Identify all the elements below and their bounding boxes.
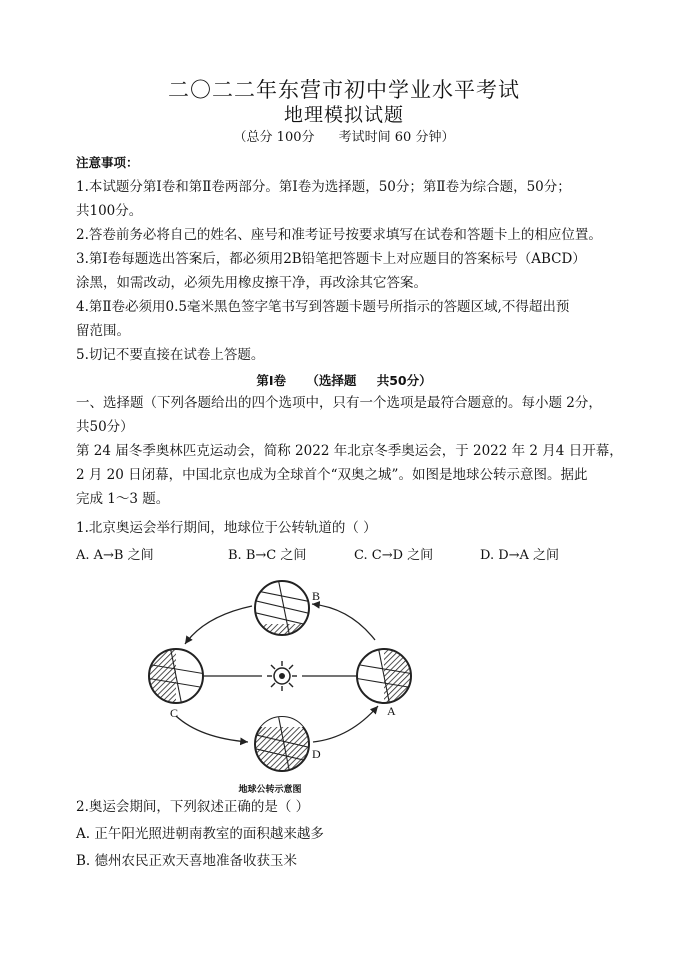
label-b: B — [312, 589, 321, 603]
note-line: 1.本试题分第Ⅰ卷和第Ⅱ卷两部分。第Ⅰ卷为选择题，50分；第Ⅱ卷为综合题，50分； — [76, 179, 571, 195]
question-1-stem: 1.北京奥运会举行期间，地球位于公转轨道的（ ） — [76, 520, 377, 536]
exam-info — [0, 130, 688, 146]
section-type: （选择题 — [306, 373, 357, 388]
earth-d-icon — [252, 714, 312, 774]
earth-revolution-diagram — [140, 578, 430, 788]
exam-subject-title: 地理模拟试题 — [283, 104, 404, 126]
q1-option-b[interactable]: B. B→C 之间 — [228, 548, 307, 563]
note-line: 留范围。 — [76, 323, 130, 339]
earth-b-icon — [252, 578, 312, 638]
note-line: 2.答卷前务必将自己的姓名、座号和准考证号按要求填写在试卷和答题卡上的相应位置。 — [76, 227, 602, 243]
earth-a-icon — [354, 646, 414, 706]
q1-option-a[interactable]: A. A→B 之间 — [76, 548, 154, 563]
note-line: 涂黑，如需改动，必须先用橡皮擦干净，再改涂其它答案。 — [76, 275, 427, 291]
q1-option-c[interactable]: C. C→D 之间 — [354, 548, 434, 563]
section-heading — [0, 371, 688, 389]
instruction-line: 一、选择题（下列各题给出的四个选项中，只有一个选项是最符合题意的。每小题 2分， — [76, 395, 602, 411]
section-part: 第Ⅰ卷 — [256, 373, 286, 388]
label-a: A — [387, 704, 396, 718]
passage-line: 完成 1～3 题。 — [76, 491, 170, 507]
question-2-stem: 2.奥运会期间，下列叙述正确的是（ ） — [76, 799, 310, 815]
label-c: C — [170, 706, 179, 720]
orbit-arrow-a-b — [312, 604, 375, 640]
orbit-arrow-b-c — [185, 606, 252, 644]
q1-option-d[interactable]: D. D→A 之间 — [480, 548, 560, 563]
note-line: 共100分。 — [76, 203, 143, 219]
passage-line: 2 月 20 日闭幕，中国北京也成为全球首个“双奥之城”。如图是地球公转示意图。据此 — [76, 467, 588, 483]
sun-icon — [267, 661, 297, 691]
instruction-line: 共50分） — [76, 419, 134, 435]
exam-time: 考试时间 60 分钟） — [338, 130, 455, 145]
earth-c-icon — [146, 646, 206, 706]
note-line: 4.第Ⅱ卷必须用0.5毫米黑色签字笔书写到答题卡题号所指示的答题区域,不得超出预 — [76, 299, 570, 315]
q2-option-a[interactable]: A. 正午阳光照进朝南教室的面积越来越多 — [76, 826, 324, 842]
notes-heading: 注意事项： — [76, 155, 139, 170]
diagram-caption: 地球公转示意图 — [238, 785, 302, 795]
total-score: （总分 100分 — [233, 130, 315, 145]
section-score: 共50分） — [376, 373, 432, 388]
note-line: 3.第Ⅰ卷每题选出答案后，都必须用2B铅笔把答题卡上对应题目的答案标号（ABCD） — [76, 251, 586, 267]
q2-option-b[interactable]: B. 德州农民正欢天喜地准备收获玉米 — [76, 853, 298, 869]
exam-title: 二〇二二年东营市初中学业水平考试 — [168, 78, 520, 102]
passage-line: 第 24 届冬季奥林匹克运动会，简称 2022 年北京冬季奥运会，于 2022 年 2 月4 日开幕， — [76, 443, 623, 459]
label-d: D — [312, 747, 321, 761]
note-line: 5.切记不要直接在试卷上答题。 — [76, 347, 265, 363]
orbit-arrow-c-d — [176, 716, 248, 742]
orbit-arrow-d-a — [313, 706, 378, 742]
